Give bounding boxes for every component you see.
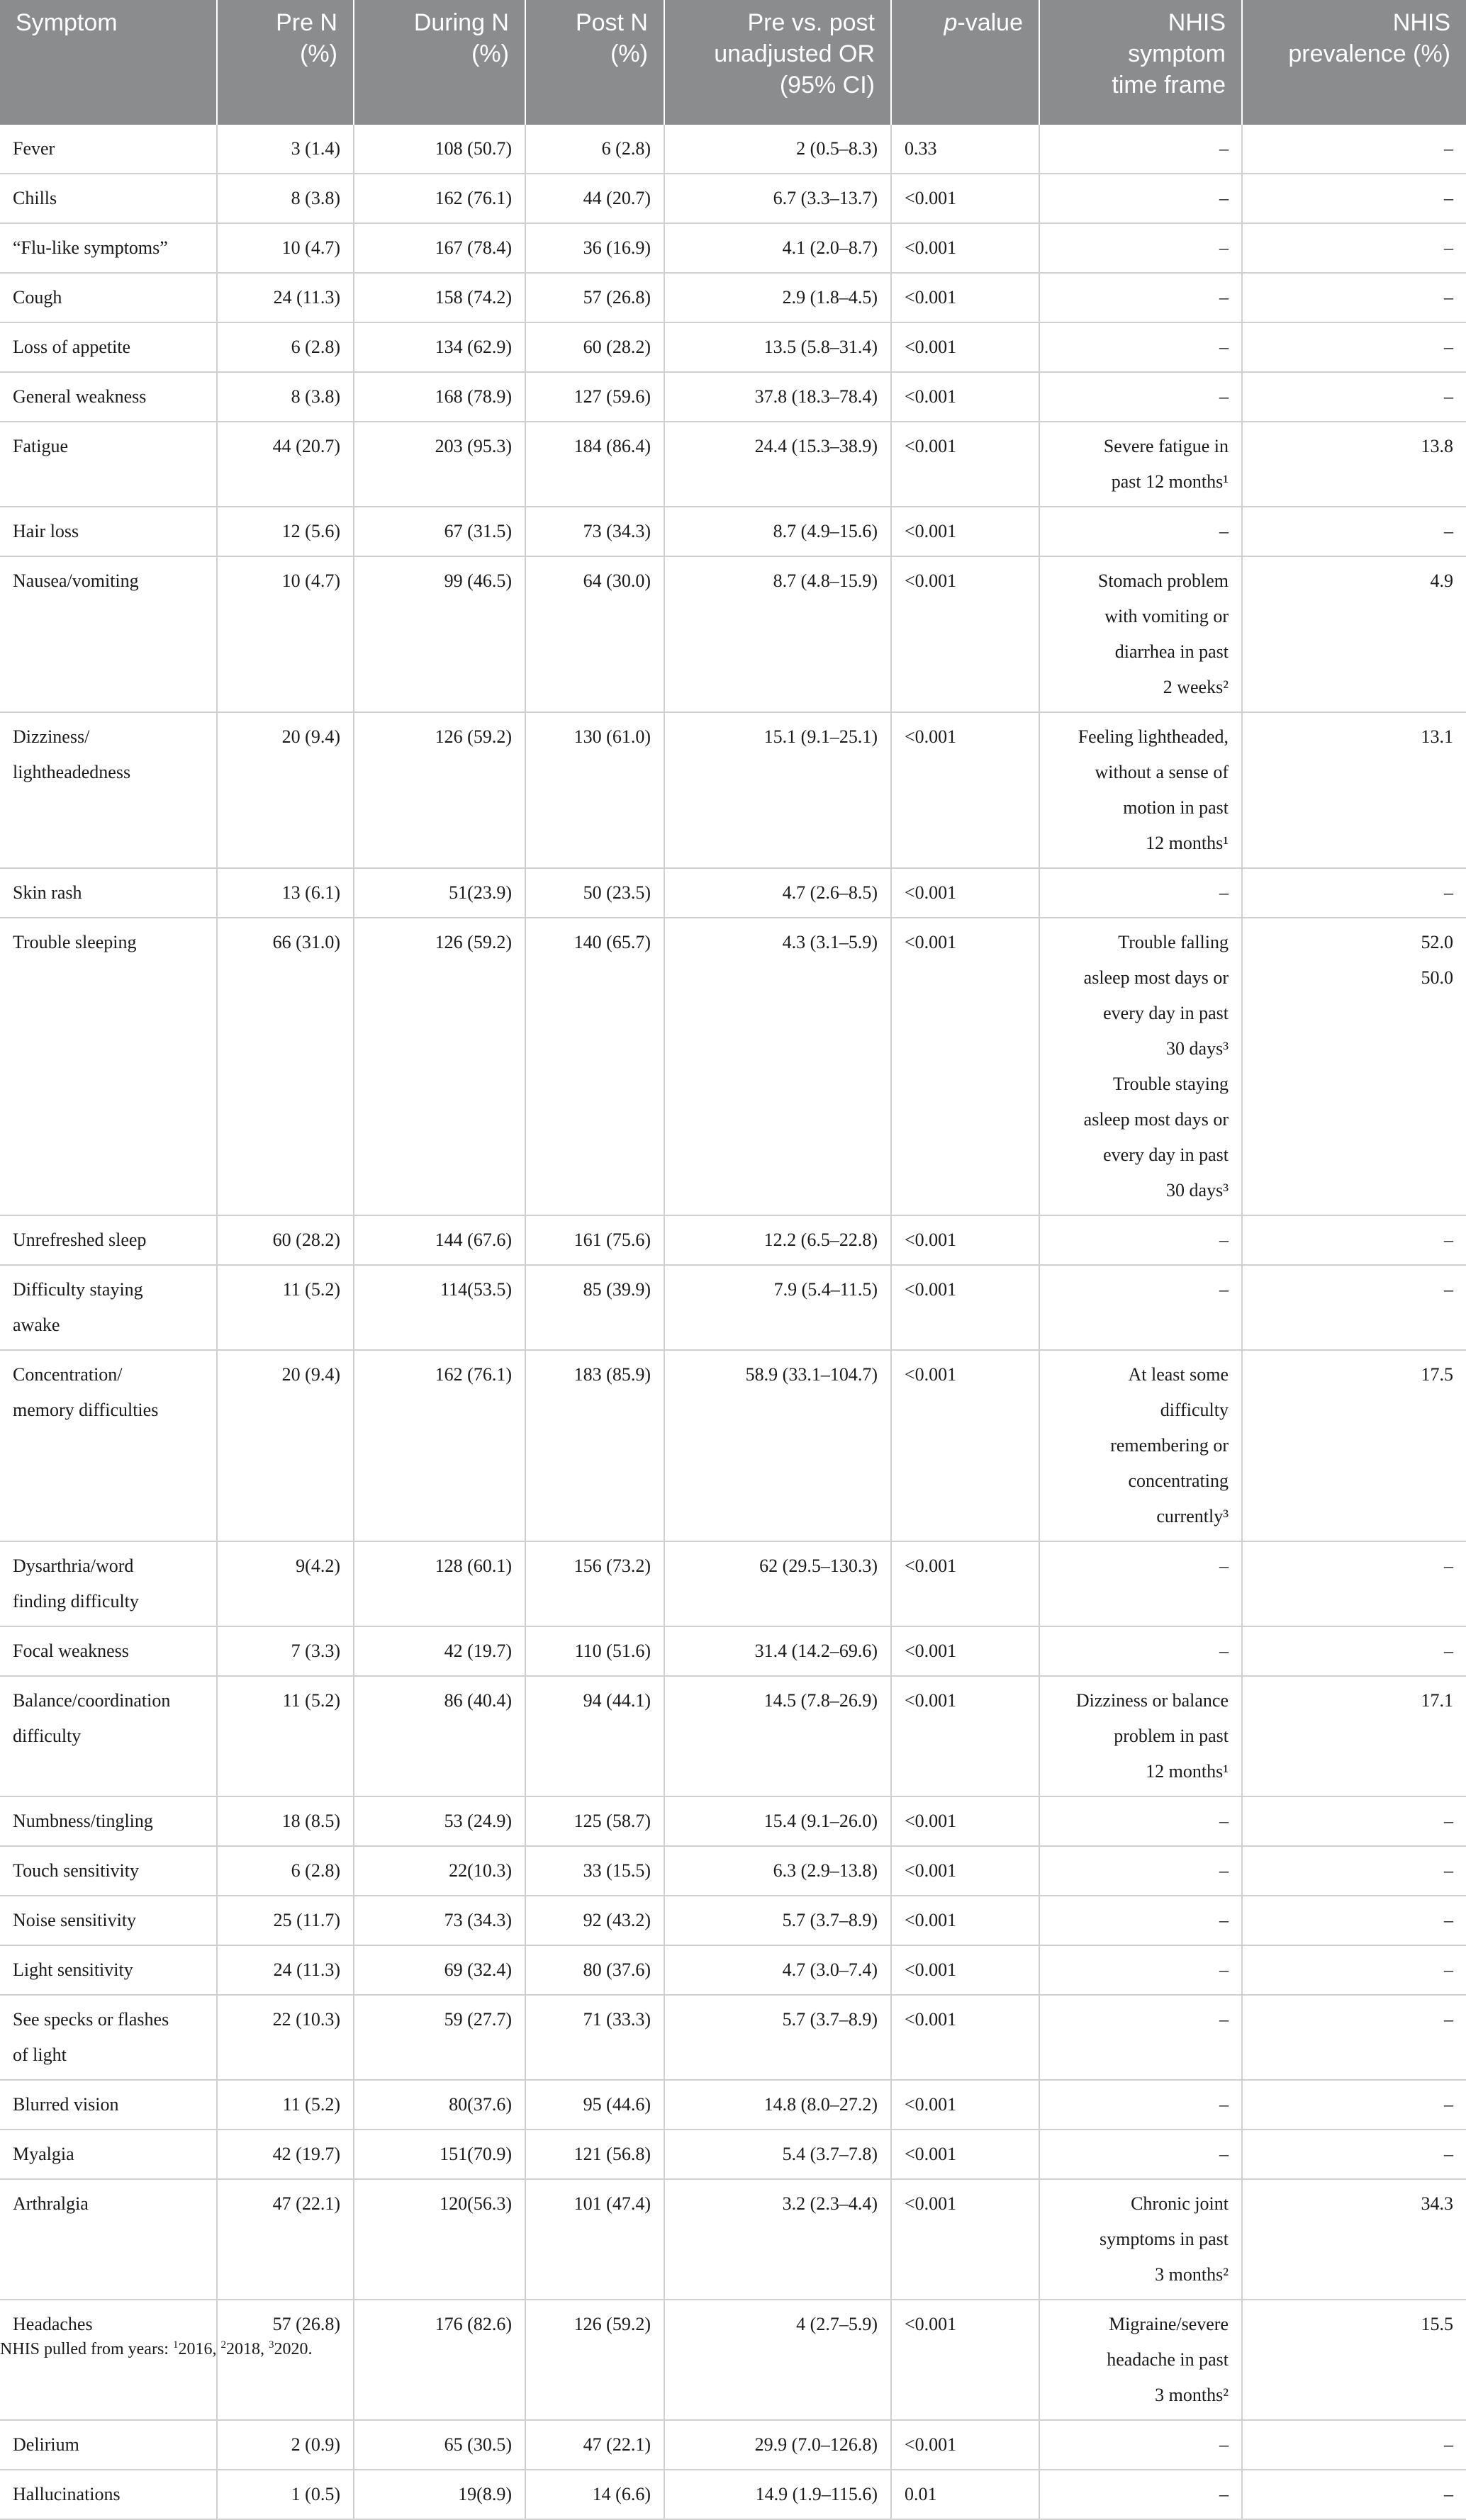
cell-or: 5.4 (3.7–7.8) — [664, 2130, 891, 2179]
header-p: p-value — [891, 0, 1039, 125]
cell-during: 73 (34.3) — [354, 1896, 525, 1945]
cell-during: 99 (46.5) — [354, 556, 525, 712]
cell-prev: 4.9 — [1242, 556, 1466, 712]
cell-tf: – — [1039, 273, 1242, 322]
cell-post: 95 (44.6) — [525, 2080, 664, 2130]
cell-prev: – — [1242, 2470, 1466, 2519]
table-header — [0, 0, 1466, 125]
cell-pre: 18 (8.5) — [217, 1796, 354, 1846]
table-row — [0, 1541, 1466, 1626]
cell-tf: Stomach problem with vomiting or diarrhea in past 2 weeks² — [1039, 556, 1242, 712]
cell-symptom: Skin rash — [0, 868, 217, 918]
footnote-separator: , — [259, 2340, 269, 2358]
cell-symptom: See specks or flashes of light — [0, 1995, 217, 2080]
cell-post: 183 (85.9) — [525, 1350, 664, 1541]
cell-pre: 24 (11.3) — [217, 1945, 354, 1995]
cell-post: 71 (33.3) — [525, 1995, 664, 2080]
footnote-year: 2018 — [225, 2340, 260, 2358]
cell-tf: – — [1039, 1626, 1242, 1676]
cell-tf: – — [1039, 507, 1242, 556]
cell-pre: 6 (2.8) — [217, 322, 354, 372]
cell-during: 67 (31.5) — [354, 507, 525, 556]
cell-p: <0.001 — [891, 422, 1039, 507]
cell-symptom: Unrefreshed sleep — [0, 1215, 217, 1265]
cell-pre: 2 (0.9) — [217, 2420, 354, 2470]
cell-prev: – — [1242, 1215, 1466, 1265]
cell-post: 126 (59.2) — [525, 2300, 664, 2420]
cell-prev: – — [1242, 1265, 1466, 1350]
cell-tf: – — [1039, 1215, 1242, 1265]
cell-or: 14.5 (7.8–26.9) — [664, 1676, 891, 1796]
cell-tf: Trouble falling asleep most days or every day in past 30 days³ Trouble staying asleep most days or every day in past 30 days³ — [1039, 918, 1242, 1215]
cell-prev: 34.3 — [1242, 2179, 1466, 2300]
cell-symptom: Focal weakness — [0, 1626, 217, 1676]
cell-or: 4.1 (2.0–8.7) — [664, 223, 891, 273]
footnote-separator: , — [212, 2340, 221, 2358]
cell-symptom: Nausea/vomiting — [0, 556, 217, 712]
cell-pre: 44 (20.7) — [217, 422, 354, 507]
header-row — [0, 0, 1466, 125]
cell-symptom: Dizziness/ lightheadedness — [0, 712, 217, 868]
cell-prev: – — [1242, 2080, 1466, 2130]
cell-post: 6 (2.8) — [525, 125, 664, 174]
cell-during: 86 (40.4) — [354, 1676, 525, 1796]
table-row — [0, 223, 1466, 273]
cell-or: 12.2 (6.5–22.8) — [664, 1215, 891, 1265]
table-row — [0, 422, 1466, 507]
cell-during: 176 (82.6) — [354, 2300, 525, 2420]
cell-during: 158 (74.2) — [354, 273, 525, 322]
cell-tf: – — [1039, 125, 1242, 174]
cell-tf: – — [1039, 2420, 1242, 2470]
cell-or: 31.4 (14.2–69.6) — [664, 1626, 891, 1676]
table-row — [0, 1995, 1466, 2080]
table-row — [0, 1215, 1466, 1265]
cell-tf: Feeling lightheaded, without a sense of motion in past 12 months¹ — [1039, 712, 1242, 868]
cell-tf: Chronic joint symptoms in past 3 months² — [1039, 2179, 1242, 2300]
cell-or: 14.8 (8.0–27.2) — [664, 2080, 891, 2130]
cell-tf: – — [1039, 1896, 1242, 1945]
cell-pre: 12 (5.6) — [217, 507, 354, 556]
cell-tf: – — [1039, 2080, 1242, 2130]
table-row — [0, 712, 1466, 868]
cell-p: <0.001 — [891, 1350, 1039, 1541]
cell-p: <0.001 — [891, 1265, 1039, 1350]
cell-pre: 13 (6.1) — [217, 868, 354, 918]
cell-prev: – — [1242, 1945, 1466, 1995]
cell-symptom: Concentration/ memory difficulties — [0, 1350, 217, 1541]
cell-or: 8.7 (4.8–15.9) — [664, 556, 891, 712]
cell-prev: – — [1242, 372, 1466, 422]
cell-or: 5.7 (3.7–8.9) — [664, 1995, 891, 2080]
cell-p: <0.001 — [891, 507, 1039, 556]
cell-symptom: Noise sensitivity — [0, 1896, 217, 1945]
cell-or: 13.5 (5.8–31.4) — [664, 322, 891, 372]
cell-post: 36 (16.9) — [525, 223, 664, 273]
cell-prev: – — [1242, 1846, 1466, 1896]
table-row — [0, 1676, 1466, 1796]
cell-symptom: Myalgia — [0, 2130, 217, 2179]
table-row — [0, 2470, 1466, 2519]
cell-during: 22(10.3) — [354, 1846, 525, 1896]
cell-prev: – — [1242, 174, 1466, 223]
cell-p: <0.001 — [891, 174, 1039, 223]
cell-pre: 10 (4.7) — [217, 223, 354, 273]
cell-pre: 42 (19.7) — [217, 2130, 354, 2179]
cell-p: <0.001 — [891, 1215, 1039, 1265]
cell-during: 42 (19.7) — [354, 1626, 525, 1676]
cell-p: <0.001 — [891, 556, 1039, 712]
cell-prev: – — [1242, 1626, 1466, 1676]
cell-or: 3.2 (2.3–4.4) — [664, 2179, 891, 2300]
cell-post: 127 (59.6) — [525, 372, 664, 422]
cell-tf: – — [1039, 223, 1242, 273]
cell-post: 73 (34.3) — [525, 507, 664, 556]
header-during: During N (%) — [354, 0, 525, 125]
cell-during: 80(37.6) — [354, 2080, 525, 2130]
cell-prev: 17.1 — [1242, 1676, 1466, 1796]
cell-prev: – — [1242, 125, 1466, 174]
cell-or: 24.4 (15.3–38.9) — [664, 422, 891, 507]
cell-during: 168 (78.9) — [354, 372, 525, 422]
cell-pre: 57 (26.8) — [217, 2300, 354, 2420]
cell-during: 144 (67.6) — [354, 1215, 525, 1265]
cell-symptom: Light sensitivity — [0, 1945, 217, 1995]
cell-or: 4 (2.7–5.9) — [664, 2300, 891, 2420]
header-or: Pre vs. post unadjusted OR (95% CI) — [664, 0, 891, 125]
cell-pre: 20 (9.4) — [217, 712, 354, 868]
cell-p: <0.001 — [891, 372, 1039, 422]
header-prev: NHIS prevalence (%) — [1242, 0, 1466, 125]
cell-p: <0.001 — [891, 1995, 1039, 2080]
cell-pre: 66 (31.0) — [217, 918, 354, 1215]
cell-prev: – — [1242, 1541, 1466, 1626]
cell-tf: – — [1039, 868, 1242, 918]
footnote-mark: 1 — [172, 2339, 179, 2351]
table-row — [0, 273, 1466, 322]
cell-during: 126 (59.2) — [354, 918, 525, 1215]
cell-p: <0.001 — [891, 2080, 1039, 2130]
cell-or: 15.1 (9.1–25.1) — [664, 712, 891, 868]
cell-symptom: Touch sensitivity — [0, 1846, 217, 1896]
cell-or: 5.7 (3.7–8.9) — [664, 1896, 891, 1945]
table-row — [0, 1896, 1466, 1945]
table-row — [0, 2130, 1466, 2179]
cell-post: 184 (86.4) — [525, 422, 664, 507]
cell-p: <0.001 — [891, 2179, 1039, 2300]
cell-post: 92 (43.2) — [525, 1896, 664, 1945]
cell-or: 6.3 (2.9–13.8) — [664, 1846, 891, 1896]
table-row — [0, 174, 1466, 223]
cell-p: <0.001 — [891, 1796, 1039, 1846]
table-body — [0, 125, 1466, 2519]
cell-p: <0.001 — [891, 1541, 1039, 1626]
cell-pre: 8 (3.8) — [217, 372, 354, 422]
table-row — [0, 1626, 1466, 1676]
footnote-prefix: NHIS pulled from years: — [0, 2340, 173, 2358]
cell-pre: 11 (5.2) — [217, 1676, 354, 1796]
cell-prev: 17.5 — [1242, 1350, 1466, 1541]
cell-or: 7.9 (5.4–11.5) — [664, 1265, 891, 1350]
cell-pre: 20 (9.4) — [217, 1350, 354, 1541]
cell-symptom: Cough — [0, 273, 217, 322]
cell-or: 2 (0.5–8.3) — [664, 125, 891, 174]
cell-p: <0.001 — [891, 1676, 1039, 1796]
cell-symptom: Hair loss — [0, 507, 217, 556]
header-symptom: Symptom — [0, 0, 217, 125]
cell-tf: – — [1039, 2130, 1242, 2179]
cell-tf: – — [1039, 372, 1242, 422]
cell-tf: Migraine/severe headache in past 3 months² — [1039, 2300, 1242, 2420]
cell-prev: – — [1242, 2420, 1466, 2470]
cell-symptom: Loss of appetite — [0, 322, 217, 372]
cell-prev: – — [1242, 1796, 1466, 1846]
cell-or: 6.7 (3.3–13.7) — [664, 174, 891, 223]
cell-post: 125 (58.7) — [525, 1796, 664, 1846]
footnote — [0, 2334, 312, 2360]
cell-p: <0.001 — [891, 2300, 1039, 2420]
header-tf: NHIS symptom time frame — [1039, 0, 1242, 125]
cell-p: <0.001 — [891, 1896, 1039, 1945]
table-row — [0, 1265, 1466, 1350]
cell-during: 120(56.3) — [354, 2179, 525, 2300]
cell-p: <0.001 — [891, 273, 1039, 322]
cell-symptom: Delirium — [0, 2420, 217, 2470]
cell-post: 94 (44.1) — [525, 1676, 664, 1796]
cell-post: 161 (75.6) — [525, 1215, 664, 1265]
cell-during: 134 (62.9) — [354, 322, 525, 372]
cell-during: 65 (30.5) — [354, 2420, 525, 2470]
cell-tf: – — [1039, 1265, 1242, 1350]
table-row — [0, 125, 1466, 174]
cell-or: 4.7 (2.6–8.5) — [664, 868, 891, 918]
cell-post: 130 (61.0) — [525, 712, 664, 868]
cell-during: 167 (78.4) — [354, 223, 525, 273]
cell-post: 50 (23.5) — [525, 868, 664, 918]
cell-p: 0.01 — [891, 2470, 1039, 2519]
cell-pre: 8 (3.8) — [217, 174, 354, 223]
cell-during: 53 (24.9) — [354, 1796, 525, 1846]
cell-tf: Dizziness or balance problem in past 12 months¹ — [1039, 1676, 1242, 1796]
cell-p: <0.001 — [891, 868, 1039, 918]
cell-post: 85 (39.9) — [525, 1265, 664, 1350]
cell-symptom: Trouble sleeping — [0, 918, 217, 1215]
cell-symptom: Difficulty staying awake — [0, 1265, 217, 1350]
cell-during: 128 (60.1) — [354, 1541, 525, 1626]
cell-during: 59 (27.7) — [354, 1995, 525, 2080]
cell-post: 14 (6.6) — [525, 2470, 664, 2519]
cell-p: <0.001 — [891, 1945, 1039, 1995]
cell-prev: 13.1 — [1242, 712, 1466, 868]
cell-during: 108 (50.7) — [354, 125, 525, 174]
table-row — [0, 322, 1466, 372]
cell-symptom: Dysarthria/word finding difficulty — [0, 1541, 217, 1626]
cell-symptom: Numbness/tingling — [0, 1796, 217, 1846]
cell-symptom: General weakness — [0, 372, 217, 422]
cell-prev: – — [1242, 507, 1466, 556]
cell-or: 8.7 (4.9–15.6) — [664, 507, 891, 556]
cell-p: <0.001 — [891, 322, 1039, 372]
cell-post: 121 (56.8) — [525, 2130, 664, 2179]
cell-post: 140 (65.7) — [525, 918, 664, 1215]
cell-prev: – — [1242, 868, 1466, 918]
cell-symptom: Blurred vision — [0, 2080, 217, 2130]
cell-prev: – — [1242, 1896, 1466, 1945]
cell-during: 69 (32.4) — [354, 1945, 525, 1995]
cell-symptom: Fatigue — [0, 422, 217, 507]
cell-pre: 3 (1.4) — [217, 125, 354, 174]
cell-or: 62 (29.5–130.3) — [664, 1541, 891, 1626]
cell-post: 60 (28.2) — [525, 322, 664, 372]
cell-post: 110 (51.6) — [525, 1626, 664, 1676]
cell-or: 37.8 (18.3–78.4) — [664, 372, 891, 422]
table-row — [0, 507, 1466, 556]
cell-prev: – — [1242, 2130, 1466, 2179]
cell-pre: 24 (11.3) — [217, 273, 354, 322]
cell-tf: – — [1039, 1796, 1242, 1846]
table-row — [0, 1796, 1466, 1846]
table-row — [0, 868, 1466, 918]
table-row — [0, 2300, 1466, 2420]
cell-p: <0.001 — [891, 918, 1039, 1215]
cell-tf: – — [1039, 1541, 1242, 1626]
table-row — [0, 2080, 1466, 2130]
cell-post: 57 (26.8) — [525, 273, 664, 322]
cell-pre: 47 (22.1) — [217, 2179, 354, 2300]
cell-tf: – — [1039, 1945, 1242, 1995]
cell-or: 14.9 (1.9–115.6) — [664, 2470, 891, 2519]
cell-symptom: “Flu-like symptoms” — [0, 223, 217, 273]
cell-post: 80 (37.6) — [525, 1945, 664, 1995]
cell-tf: Severe fatigue in past 12 months¹ — [1039, 422, 1242, 507]
cell-tf: – — [1039, 174, 1242, 223]
cell-or: 4.3 (3.1–5.9) — [664, 918, 891, 1215]
cell-p: <0.001 — [891, 223, 1039, 273]
cell-pre: 22 (10.3) — [217, 1995, 354, 2080]
cell-or: 58.9 (33.1–104.7) — [664, 1350, 891, 1541]
cell-p: <0.001 — [891, 2130, 1039, 2179]
footnote-mark: 2 — [220, 2339, 226, 2351]
cell-during: 162 (76.1) — [354, 1350, 525, 1541]
cell-symptom: Chills — [0, 174, 217, 223]
cell-post: 33 (15.5) — [525, 1846, 664, 1896]
cell-tf: – — [1039, 1846, 1242, 1896]
table-row — [0, 918, 1466, 1215]
cell-p: <0.001 — [891, 1846, 1039, 1896]
cell-post: 64 (30.0) — [525, 556, 664, 712]
cell-prev: – — [1242, 1995, 1466, 2080]
table-row — [0, 2179, 1466, 2300]
cell-p: <0.001 — [891, 712, 1039, 868]
cell-prev: 15.5 — [1242, 2300, 1466, 2420]
cell-during: 151(70.9) — [354, 2130, 525, 2179]
cell-during: 126 (59.2) — [354, 712, 525, 868]
table-row — [0, 1350, 1466, 1541]
cell-post: 47 (22.1) — [525, 2420, 664, 2470]
cell-or: 4.7 (3.0–7.4) — [664, 1945, 891, 1995]
footnote-year: 2016 — [178, 2340, 213, 2358]
cell-prev: 52.0 50.0 — [1242, 918, 1466, 1215]
cell-post: 101 (47.4) — [525, 2179, 664, 2300]
table-row — [0, 1846, 1466, 1896]
cell-prev: – — [1242, 223, 1466, 273]
cell-prev: – — [1242, 322, 1466, 372]
cell-p: <0.001 — [891, 1626, 1039, 1676]
cell-or: 2.9 (1.8–4.5) — [664, 273, 891, 322]
cell-pre: 11 (5.2) — [217, 2080, 354, 2130]
cell-during: 114(53.5) — [354, 1265, 525, 1350]
cell-symptom: Fever — [0, 125, 217, 174]
cell-prev: – — [1242, 273, 1466, 322]
cell-pre: 11 (5.2) — [217, 1265, 354, 1350]
cell-tf: At least some difficulty remembering or concentrating currently³ — [1039, 1350, 1242, 1541]
table-row — [0, 372, 1466, 422]
cell-tf: – — [1039, 2470, 1242, 2519]
cell-pre: 6 (2.8) — [217, 1846, 354, 1896]
cell-tf: – — [1039, 322, 1242, 372]
cell-post: 156 (73.2) — [525, 1541, 664, 1626]
header-pre: Pre N (%) — [217, 0, 354, 125]
table-row — [0, 556, 1466, 712]
cell-pre: 60 (28.2) — [217, 1215, 354, 1265]
cell-pre: 7 (3.3) — [217, 1626, 354, 1676]
cell-during: 51(23.9) — [354, 868, 525, 918]
cell-symptom: Headaches — [0, 2300, 217, 2420]
cell-pre: 1 (0.5) — [217, 2470, 354, 2519]
cell-pre: 10 (4.7) — [217, 556, 354, 712]
cell-symptom: Hallucinations — [0, 2470, 217, 2519]
cell-during: 162 (76.1) — [354, 174, 525, 223]
cell-during: 203 (95.3) — [354, 422, 525, 507]
cell-symptom: Arthralgia — [0, 2179, 217, 2300]
cell-p: 0.33 — [891, 125, 1039, 174]
cell-or: 29.9 (7.0–126.8) — [664, 2420, 891, 2470]
header-post: Post N (%) — [525, 0, 664, 125]
table-row — [0, 1945, 1466, 1995]
cell-or: 15.4 (9.1–26.0) — [664, 1796, 891, 1846]
cell-p: <0.001 — [891, 2420, 1039, 2470]
cell-pre: 9(4.2) — [217, 1541, 354, 1626]
footnote-year: 2020 — [274, 2340, 308, 2358]
footnote-mark: 3 — [268, 2339, 274, 2351]
footnote-end: . — [308, 2340, 313, 2358]
cell-post: 44 (20.7) — [525, 174, 664, 223]
table-row — [0, 2420, 1466, 2470]
cell-prev: 13.8 — [1242, 422, 1466, 507]
cell-pre: 25 (11.7) — [217, 1896, 354, 1945]
cell-tf: – — [1039, 1995, 1242, 2080]
cell-during: 19(8.9) — [354, 2470, 525, 2519]
cell-symptom: Balance/coordination difficulty — [0, 1676, 217, 1796]
